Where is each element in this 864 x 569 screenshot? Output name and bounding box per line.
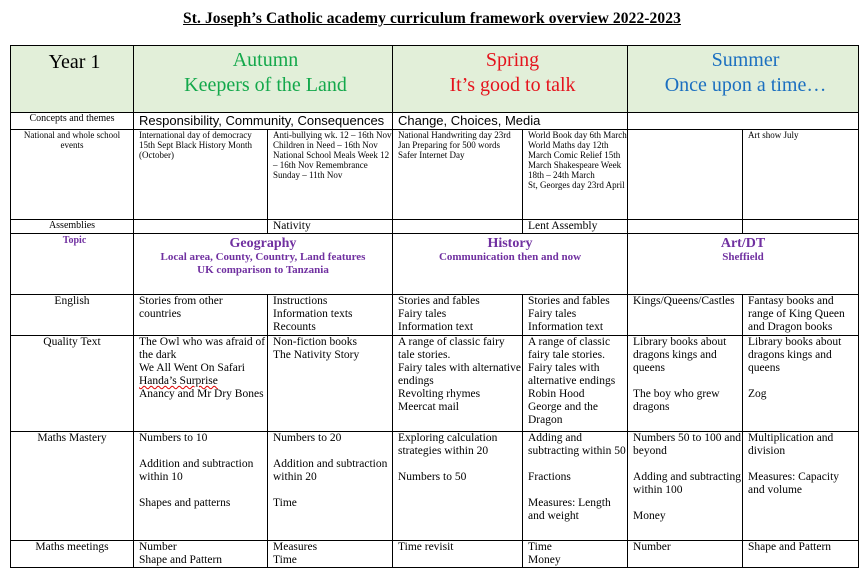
- maths-meetings-summer2: Shape and Pattern: [743, 541, 859, 568]
- maths-mastery-summer2: Multiplication and division Measures: Capacity and volume: [743, 432, 859, 541]
- row-label: Maths meetings: [11, 541, 134, 568]
- english-summer2: Fantasy books and range of King Queen and Dragon books: [743, 295, 859, 336]
- english-row: [11, 295, 859, 336]
- events-autumn2: Anti-bullying wk. 12 – 16th Nov Children in Need – 16th Nov National School Meals Week 12 – 16th Nov Remembrance Sunday – 11th Nov: [268, 130, 393, 220]
- book-title: We All Went On Safari: [139, 362, 245, 374]
- maths-meetings-summer1: Number: [628, 541, 743, 568]
- assemblies-spring1: [393, 220, 523, 234]
- row-label: Topic: [11, 234, 134, 295]
- maths-mastery-spring2: Adding and subtracting within 50 Fractions Measures: Length and weight: [523, 432, 628, 541]
- assemblies-summer1: [628, 220, 743, 234]
- topic-subtitle: Local area, County, Country, Land features UK comparison to Tanzania: [160, 251, 366, 276]
- maths-mastery-autumn2: Numbers to 20 Addition and subtraction within 20 Time: [268, 432, 393, 541]
- autumn-theme: Keepers of the Land: [184, 74, 347, 96]
- topic-subtitle: Sheffield: [722, 251, 764, 263]
- page-title: St. Joseph’s Catholic academy curriculum framework overview 2022-2023: [183, 10, 681, 27]
- book-title: The Owl who was afraid of the dark: [139, 336, 266, 361]
- events-summer1: [628, 130, 743, 220]
- row-label: Quality Text: [11, 336, 134, 432]
- topic-summer: [628, 234, 859, 295]
- autumn-term: Autumn: [232, 49, 299, 71]
- spring-term: Spring: [485, 49, 540, 71]
- events-autumn1: International day of democracy 15th Sept Black History Month (October): [134, 130, 268, 220]
- english-autumn2: Instructions Information texts Recounts: [268, 295, 393, 336]
- maths-mastery-summer1: Numbers 50 to 100 and beyond Adding and subtracting within 100 Money: [628, 432, 743, 541]
- assemblies-spring2: Lent Assembly: [523, 220, 628, 234]
- maths-mastery-spring1: Exploring calculation strategies within 20 Numbers to 50: [393, 432, 523, 541]
- topic-row: [11, 234, 859, 295]
- row-label: National and whole school events: [11, 130, 134, 220]
- assemblies-autumn1: [134, 220, 268, 234]
- curriculum-table: [10, 45, 859, 568]
- maths-meetings-autumn2: Measures Time: [268, 541, 393, 568]
- quality-text-spring2: A range of classic fairy tale stories. Fairy tales with alternative endings Robin Hood George and the Dragon: [523, 336, 628, 432]
- quality-text-summer2: Library books about dragons kings and queens Zog: [743, 336, 859, 432]
- concepts-row: [11, 113, 859, 130]
- english-summer1: Kings/Queens/Castles: [628, 295, 743, 336]
- book-title: Handa’s Surprise: [139, 375, 218, 387]
- summer-term: Summer: [711, 49, 780, 71]
- assemblies-row: [11, 220, 859, 234]
- spring-theme: It’s good to talk: [449, 74, 576, 96]
- maths-meetings-row: [11, 541, 859, 568]
- row-label: Assemblies: [11, 220, 134, 234]
- events-row: [11, 130, 859, 220]
- maths-mastery-row: [11, 432, 859, 541]
- topic-heading: Art/DT: [720, 236, 766, 251]
- events-summer2: Art show July: [743, 130, 859, 220]
- year-label: Year 1: [11, 46, 134, 113]
- concepts-spring: Change, Choices, Media: [393, 113, 628, 130]
- quality-text-spring1: A range of classic fairy tale stories. Fairy tales with alternative endings Revolting rhymes Meercat mail: [393, 336, 523, 432]
- english-autumn1: Stories from other countries: [134, 295, 268, 336]
- quality-text-summer1: Library books about dragons kings and queens The boy who grew dragons: [628, 336, 743, 432]
- english-spring2: Stories and fables Fairy tales Information text: [523, 295, 628, 336]
- topic-autumn: [134, 234, 393, 295]
- maths-mastery-autumn1: Numbers to 10 Addition and subtraction within 10 Shapes and patterns: [134, 432, 268, 541]
- events-spring1: National Handwriting day 23rd Jan Preparing for 500 words Safer Internet Day: [393, 130, 523, 220]
- topic-heading: History: [487, 236, 533, 251]
- concepts-summer: [628, 113, 859, 130]
- maths-meetings-autumn1: Number Shape and Pattern: [134, 541, 268, 568]
- quality-text-autumn2: Non-fiction books The Nativity Story: [268, 336, 393, 432]
- quality-text-autumn1: [134, 336, 268, 432]
- topic-spring: [393, 234, 628, 295]
- concepts-autumn: Responsibility, Community, Consequences: [134, 113, 393, 130]
- row-label: Concepts and themes: [11, 113, 134, 130]
- row-label: English: [11, 295, 134, 336]
- autumn-header: [134, 46, 393, 113]
- summer-theme: Once upon a time…: [664, 74, 827, 96]
- header-row: [11, 46, 859, 113]
- summer-header: [628, 46, 859, 113]
- maths-meetings-spring1: Time revisit: [393, 541, 523, 568]
- row-label: Maths Mastery: [11, 432, 134, 541]
- spring-header: [393, 46, 628, 113]
- maths-meetings-spring2: Time Money: [523, 541, 628, 568]
- assemblies-summer2: [743, 220, 859, 234]
- book-title: Anancy and Mr Dry Bones: [139, 388, 264, 400]
- topic-heading: Geography: [229, 236, 297, 251]
- assemblies-autumn2: Nativity: [268, 220, 393, 234]
- quality-text-row: [11, 336, 859, 432]
- english-spring1: Stories and fables Fairy tales Information text: [393, 295, 523, 336]
- events-spring2: World Book day 6th March World Maths day 12th March Comic Relief 15th March Shakespeare Week 18th – 24th March St, Georges day 23rd April: [523, 130, 628, 220]
- topic-subtitle: Communication then and now: [438, 251, 582, 263]
